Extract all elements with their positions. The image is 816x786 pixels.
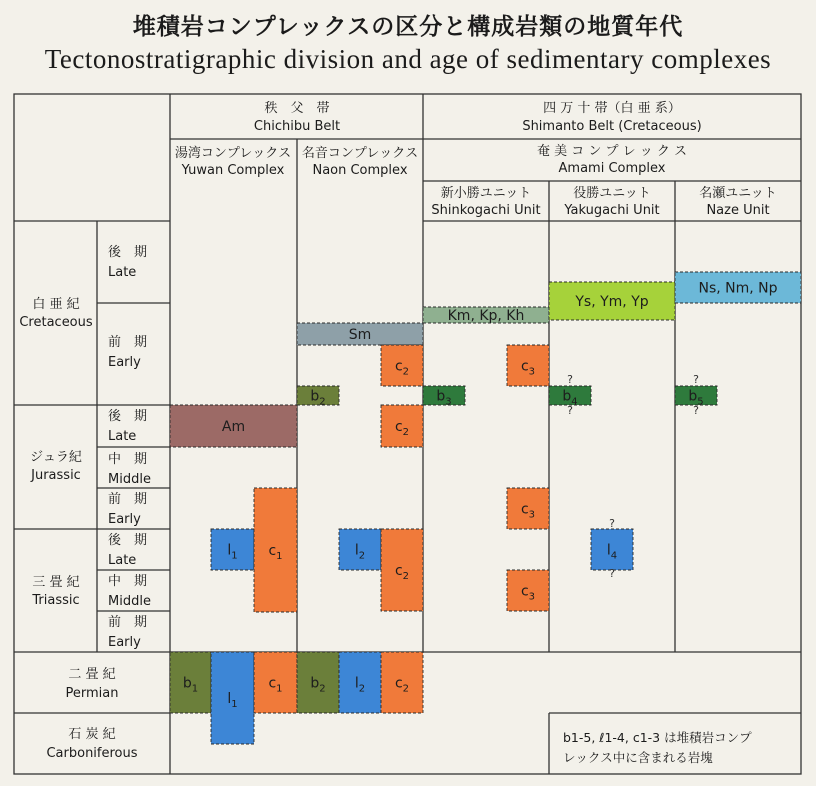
question-mark: ? <box>693 373 699 386</box>
rock-block-label: $b_4$ <box>562 388 578 408</box>
rock-block-label: $b_1$ <box>182 675 199 695</box>
rock-block-l4 <box>591 529 633 570</box>
epoch-jurassic-early-ja: 前 期 <box>108 492 148 507</box>
legend-note-line1: b1-5, ℓ1-4, c1-3 は堆積岩コンプ <box>563 730 752 745</box>
epoch-cretaceous-late-en: Late <box>108 265 137 280</box>
rock-block-label: $b_3$ <box>436 388 452 408</box>
period-triassic-en: Triassic <box>32 593 80 608</box>
rock-block-l2 <box>339 529 381 570</box>
epoch-jurassic-early-en: Early <box>108 512 141 527</box>
epoch-triassic-late-ja: 後 期 <box>108 533 148 548</box>
complex-naon-ja: 名音コンプレックス <box>301 146 419 161</box>
rock-block-label: $c_1$ <box>268 675 283 695</box>
rock-block-label: $l_1$ <box>227 691 238 710</box>
rock-block-label: $c_2$ <box>394 563 410 582</box>
period-jurassic-en: Jurassic <box>31 468 81 483</box>
rock-block-label: Ns, Nm, Np <box>698 280 778 297</box>
question-mark: ? <box>693 404 699 417</box>
rock-block-label: $l_2$ <box>354 675 366 695</box>
period-carboniferous-en: Carboniferous <box>46 746 138 761</box>
title-english: Tectonostratigraphic division and age of sedimentary complexes <box>44 44 772 74</box>
period-cretaceous-ja: 白 亜 紀 <box>32 297 80 312</box>
belt-2-en: Shimanto Belt (Cretaceous) <box>522 119 702 134</box>
rock-block-l1 <box>211 529 254 570</box>
complex-amami-en: Amami Complex <box>558 161 666 176</box>
epoch-cretaceous-early-ja: 前 期 <box>108 335 148 350</box>
epoch-jurassic-middle-en: Middle <box>108 472 151 487</box>
epoch-jurassic-late-en: Late <box>108 429 137 444</box>
rock-block-label: Ys, Ym, Yp <box>575 294 649 310</box>
rock-block-label: $c_2$ <box>394 358 410 378</box>
period-triassic-ja: 三 畳 紀 <box>32 575 80 590</box>
rock-block-label: Km, Kp, Kh <box>447 308 525 324</box>
question-mark: ? <box>567 373 573 386</box>
rock-block-label: Am <box>221 419 246 435</box>
rock-block-label: $b_5$ <box>688 388 704 408</box>
unit-naze-en: Naze Unit <box>706 203 770 218</box>
period-permian-ja: 二 畳 紀 <box>68 667 116 682</box>
rock-block-label: $l_2$ <box>354 542 366 562</box>
belt-1-ja: 秩 父 帯 <box>264 101 330 116</box>
title-japanese: 堆積岩コンプレックスの区分と構成岩類の地質年代 <box>132 13 684 40</box>
rock-block-label: $b_2$ <box>310 675 326 695</box>
legend-note-line2: レックス中に含まれる岩塊 <box>563 750 713 765</box>
unit-shinkogachi-en: Shinkogachi Unit <box>431 203 541 218</box>
rock-block-l2 <box>339 652 381 713</box>
period-permian-en: Permian <box>65 686 119 701</box>
epoch-triassic-late-en: Late <box>108 553 137 568</box>
epoch-jurassic-middle-ja: 中 期 <box>108 452 148 467</box>
rock-block-label: $c_1$ <box>268 543 283 562</box>
epoch-cretaceous-late-ja: 後 期 <box>108 245 148 260</box>
question-mark: ? <box>609 517 615 530</box>
unit-yakugachi-ja: 役勝ユニット <box>573 186 651 201</box>
period-jurassic-ja: ジュラ紀 <box>30 450 82 465</box>
rock-blocks <box>170 272 801 744</box>
complex-naon-en: Naon Complex <box>312 163 408 178</box>
belt-1-en: Chichibu Belt <box>253 119 341 134</box>
rock-block-l1 <box>211 652 254 744</box>
complex-yuwan-en: Yuwan Complex <box>181 163 285 178</box>
period-cretaceous-en: Cretaceous <box>19 315 93 330</box>
rock-block-label: $c_3$ <box>520 358 536 378</box>
belt-2-ja: 四 万 十 帯（白 亜 系） <box>543 101 681 116</box>
complex-yuwan-ja: 湯湾コンプレックス <box>174 146 292 161</box>
question-mark: ? <box>567 404 573 417</box>
question-mark: ? <box>609 567 615 580</box>
rock-block-label: $c_2$ <box>394 419 410 438</box>
unit-shinkogachi-ja: 新小勝ユニット <box>440 186 532 201</box>
rock-block-label: $c_2$ <box>394 675 410 695</box>
epoch-jurassic-late-ja: 後 期 <box>108 409 148 424</box>
epoch-triassic-early-ja: 前 期 <box>108 615 148 630</box>
epoch-cretaceous-early-en: Early <box>108 355 141 370</box>
epoch-triassic-early-en: Early <box>108 635 141 650</box>
rock-block-label: $c_3$ <box>520 501 536 521</box>
unit-naze-ja: 名瀬ユニット <box>699 186 777 201</box>
unit-yakugachi-en: Yakugachi Unit <box>564 203 660 218</box>
complex-amami-ja: 奄 美 コ ン プ レ ッ ク ス <box>536 144 688 159</box>
period-carboniferous-ja: 石 炭 紀 <box>68 727 116 742</box>
epoch-triassic-middle-ja: 中 期 <box>108 574 148 589</box>
rock-block-label: $b_2$ <box>310 388 326 408</box>
rock-block-label: $c_3$ <box>520 583 536 603</box>
rock-block-label: $l_1$ <box>227 542 238 562</box>
rock-block-label: $l_4$ <box>606 542 618 562</box>
rock-block-label: Sm <box>348 327 372 343</box>
epoch-triassic-middle-en: Middle <box>108 594 151 609</box>
